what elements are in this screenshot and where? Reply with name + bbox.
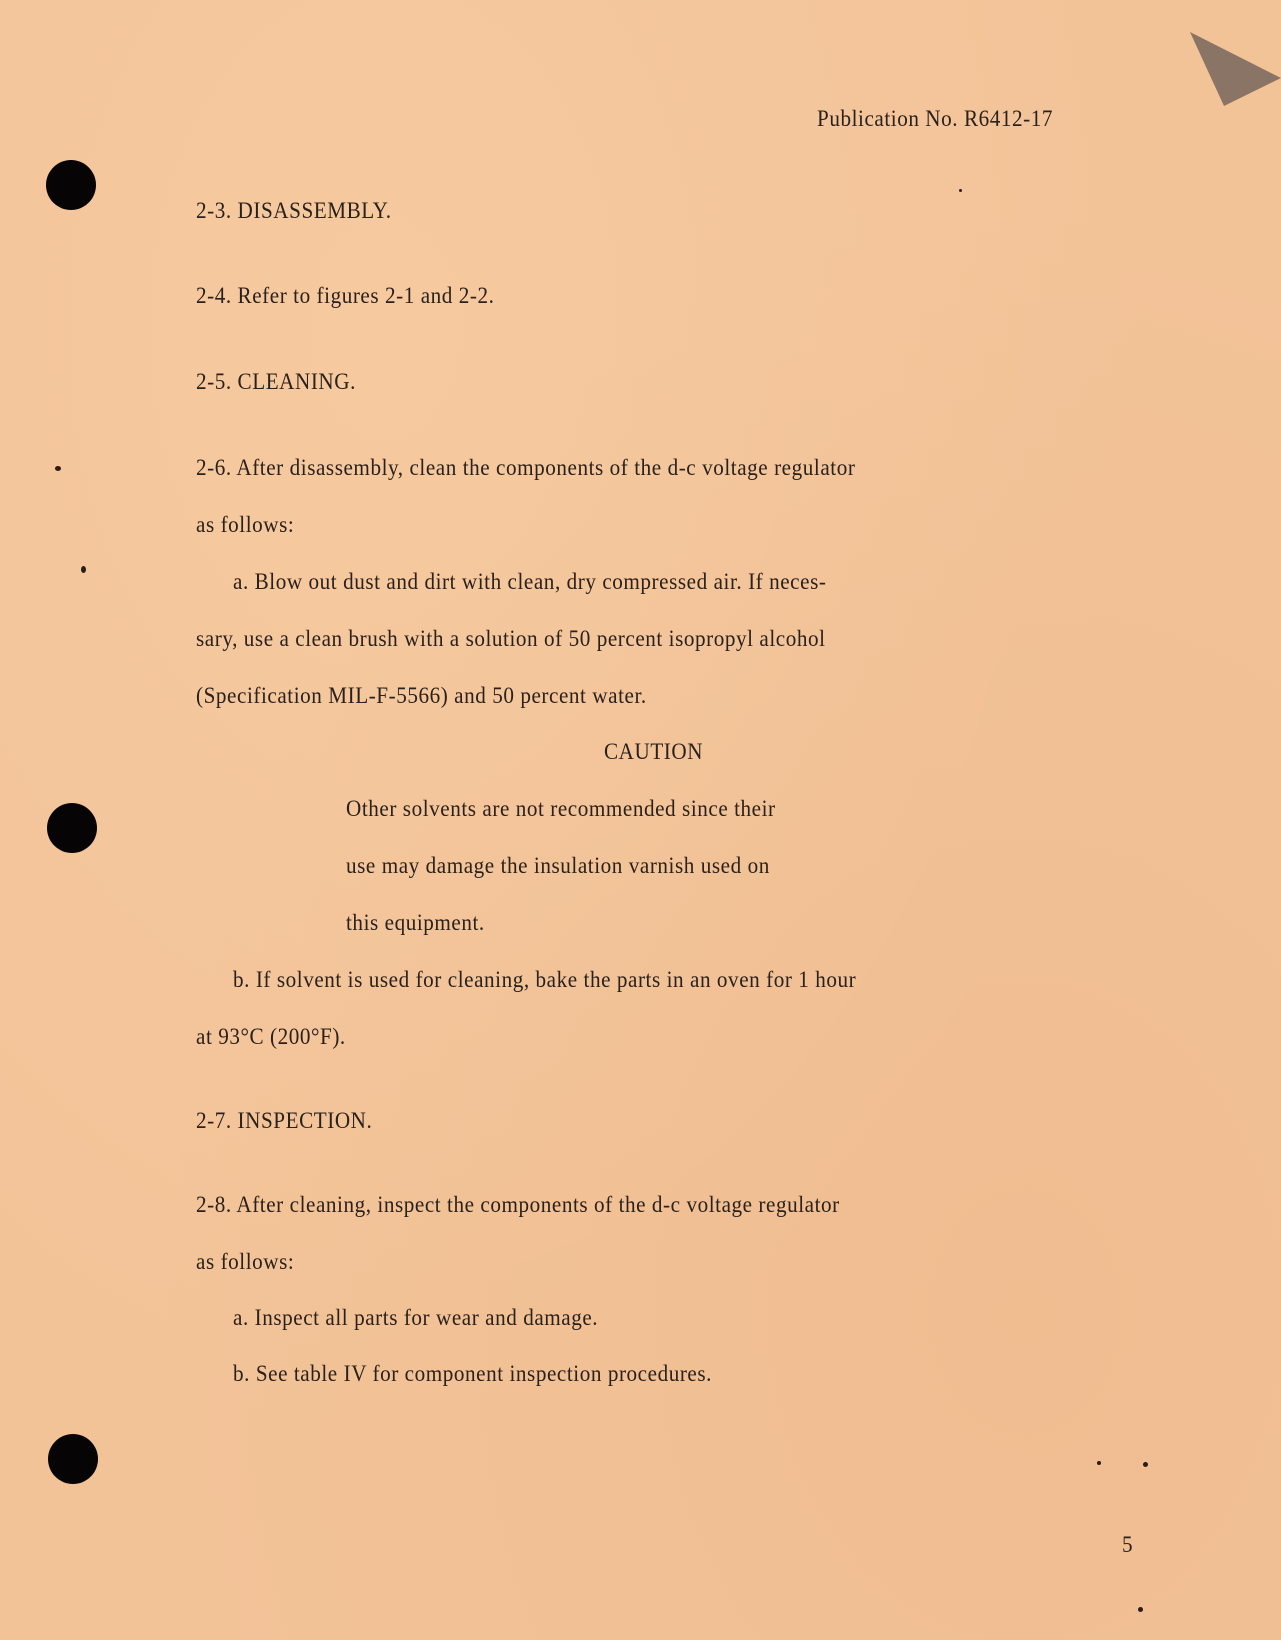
speck	[959, 189, 962, 192]
inspection-step-a: a. Inspect all parts for wear and damage.	[233, 1305, 599, 1330]
speck	[81, 566, 86, 573]
punch-hole-middle	[47, 803, 97, 853]
paragraph-2-8-line-2: as follows:	[196, 1249, 295, 1274]
paragraph-2-6-line-2: as follows:	[196, 512, 295, 537]
step-b-line-2: at 93°C (200°F).	[196, 1024, 346, 1049]
step-a-line-2: sary, use a clean brush with a solution of 50 percent isopropyl alcohol	[196, 626, 826, 651]
step-a-line-1: a. Blow out dust and dirt with clean, dry compressed air. If neces-	[233, 569, 827, 594]
paragraph-2-8-line-1: 2-8. After cleaning, inspect the components of the d-c voltage regulator	[196, 1192, 840, 1217]
speck	[1143, 1462, 1148, 1467]
paragraph-2-4: 2-4. Refer to figures 2-1 and 2-2.	[196, 283, 495, 308]
caution-line-3: this equipment.	[346, 910, 485, 935]
speck	[55, 466, 61, 471]
speck	[1097, 1461, 1101, 1465]
publication-number: Publication No. R6412-17	[817, 106, 1054, 131]
step-a-line-3: (Specification MIL-F-5566) and 50 percent water.	[196, 683, 647, 708]
inspection-step-b: b. See table IV for component inspection procedures.	[233, 1361, 713, 1386]
speck	[1138, 1607, 1143, 1612]
section-heading-cleaning: 2-5. CLEANING.	[196, 369, 356, 394]
caution-line-1: Other solvents are not recommended since their	[346, 796, 776, 821]
punch-hole-bottom	[48, 1434, 98, 1484]
paragraph-2-6-line-1: 2-6. After disassembly, clean the components of the d-c voltage regulator	[196, 455, 856, 480]
step-b-line-1: b. If solvent is used for cleaning, bake the parts in an oven for 1 hour	[233, 967, 857, 992]
section-heading-inspection: 2-7. INSPECTION.	[196, 1108, 373, 1133]
caution-line-2: use may damage the insulation varnish used on	[346, 853, 770, 878]
punch-hole-top	[46, 160, 96, 210]
caution-title: CAUTION	[604, 739, 704, 764]
page-number: 5	[1122, 1532, 1134, 1557]
corner-tab-marker	[1190, 32, 1281, 108]
section-heading-disassembly: 2-3. DISASSEMBLY.	[196, 198, 392, 223]
